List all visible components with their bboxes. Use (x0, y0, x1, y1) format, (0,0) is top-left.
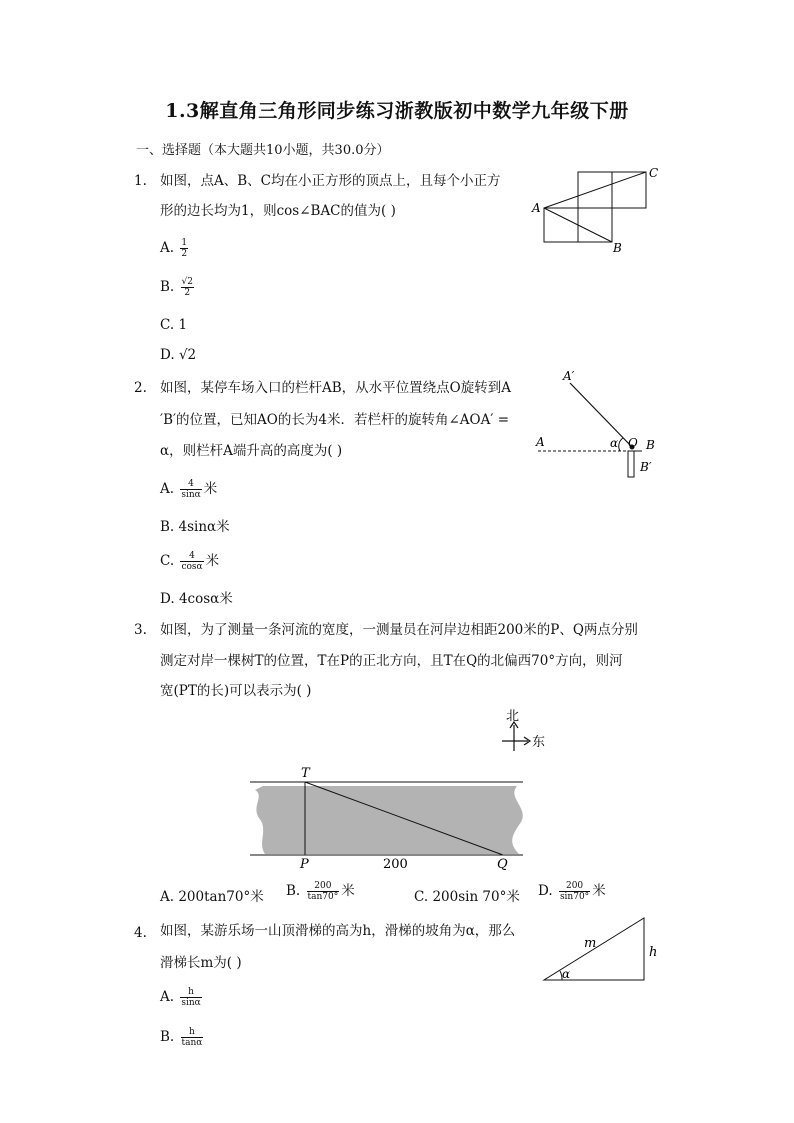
compass-figure (498, 705, 558, 755)
question-1-text-line2: 形的边长均为1，则cos∠BAC的值为( ) (160, 203, 396, 219)
label-h: h (649, 945, 658, 960)
label-a: A (536, 435, 545, 449)
label-b-prime: B′ (640, 460, 652, 474)
question-number: 4. (134, 925, 147, 941)
q1-option-a[interactable]: A. $\frac{1}{2}$ (160, 238, 188, 259)
label-c: C (649, 166, 659, 180)
label-distance: 200 (383, 857, 408, 872)
page-title: 1.3解直角三角形同步练习浙教版初中数学九年级下册 (165, 100, 629, 122)
north-label: 北 (506, 709, 520, 724)
fraction: $\frac{200}{\sin 70^\circ}$ (559, 881, 590, 902)
question-3-text-line3: 宽(PT的长)可以表示为( ) (160, 683, 312, 699)
question-2-text-line2: ′B′的位置，已知AO的长为4米．若栏杆的旋转角∠AOA′ = (160, 412, 510, 428)
q1-option-b[interactable]: B. $\frac{√2}{2}$ (160, 277, 193, 298)
question-number: 1. (134, 173, 147, 189)
q4-option-a[interactable]: A. $\frac{h}{\sin\alpha}$ (160, 987, 201, 1008)
fraction: $\frac{h}{\tan\alpha}$ (181, 1027, 203, 1048)
q3-option-b[interactable]: B. $\frac{200}{\tan 70^\circ}$ 米 (286, 881, 355, 902)
label-b: B (646, 438, 655, 452)
q1-option-d[interactable]: D. √2 (160, 347, 197, 363)
question-4-text-line1: 如图，某游乐场一山顶滑梯的高为h，滑梯的坡角为α，那么 (160, 923, 516, 939)
q3-option-d[interactable]: D. $\frac{200}{\sin 70^\circ}$ 米 (538, 881, 606, 902)
q3-option-a[interactable]: A. 200tan70°米 (160, 889, 264, 905)
barrier-figure (530, 365, 670, 480)
q2-option-a[interactable]: A. $\frac{4}{\sin\alpha}$ 米 (160, 479, 218, 500)
slide-figure (538, 910, 668, 990)
east-label: 东 (532, 735, 546, 750)
label-o: O (628, 436, 638, 450)
grid-figure (528, 162, 668, 257)
question-number: 2. (134, 380, 147, 396)
question-4-text-line2: 滑梯长m为( ) (160, 955, 242, 971)
question-3-text-line1: 如图，为了测量一条河流的宽度，一测量员在河岸边相距200米的P、Q两点分别 (160, 622, 638, 638)
label-a-prime: A′ (563, 369, 575, 383)
question-3-text-line2: 测定对岸一棵树T的位置，T在P的正北方向，且T在Q的北偏西70°方向，则河 (160, 653, 623, 669)
q2-option-c[interactable]: C. $\frac{4}{\cos\alpha}$ 米 (160, 551, 220, 572)
question-2-text-line1: 如图，某停车场入口的栏杆AB，从水平位置绕点O旋转到A (160, 380, 511, 396)
river-figure (245, 764, 535, 874)
label-alpha: α (610, 436, 619, 450)
fraction: $\frac{1}{2}$ (181, 238, 188, 259)
label-m: m (584, 936, 597, 951)
q4-option-b[interactable]: B. $\frac{h}{\tan\alpha}$ (160, 1027, 203, 1048)
q2-option-d[interactable]: D. 4cosα米 (160, 591, 233, 607)
q3-option-c[interactable]: C. 200sin 70°米 (414, 889, 520, 905)
question-1-text-line1: 如图，点A、B、C均在小正方形的顶点上，且每个小正方 (160, 173, 501, 189)
fraction: $\frac{√2}{2}$ (181, 277, 193, 298)
section-heading: 一、选择题（本大题共10小题，共30.0分） (136, 143, 390, 158)
label-alpha: α (562, 967, 571, 981)
label-t: T (301, 766, 310, 781)
label-p: P (300, 857, 309, 872)
fraction: $\frac{h}{\sin\alpha}$ (181, 987, 201, 1008)
fraction: $\frac{200}{\tan 70^\circ}$ (307, 881, 339, 902)
fraction: $\frac{4}{\sin\alpha}$ (181, 479, 201, 500)
label-a: A (532, 201, 541, 215)
fraction: $\frac{4}{\cos\alpha}$ (181, 551, 203, 572)
q2-option-b[interactable]: B. 4sinα米 (160, 519, 230, 535)
label-b: B (613, 241, 622, 255)
question-number: 3. (134, 622, 147, 638)
question-2-text-line3: α，则栏杆A端升高的高度为( ) (160, 443, 343, 459)
q1-option-c[interactable]: C. 1 (160, 317, 188, 333)
label-q: Q (497, 857, 508, 872)
